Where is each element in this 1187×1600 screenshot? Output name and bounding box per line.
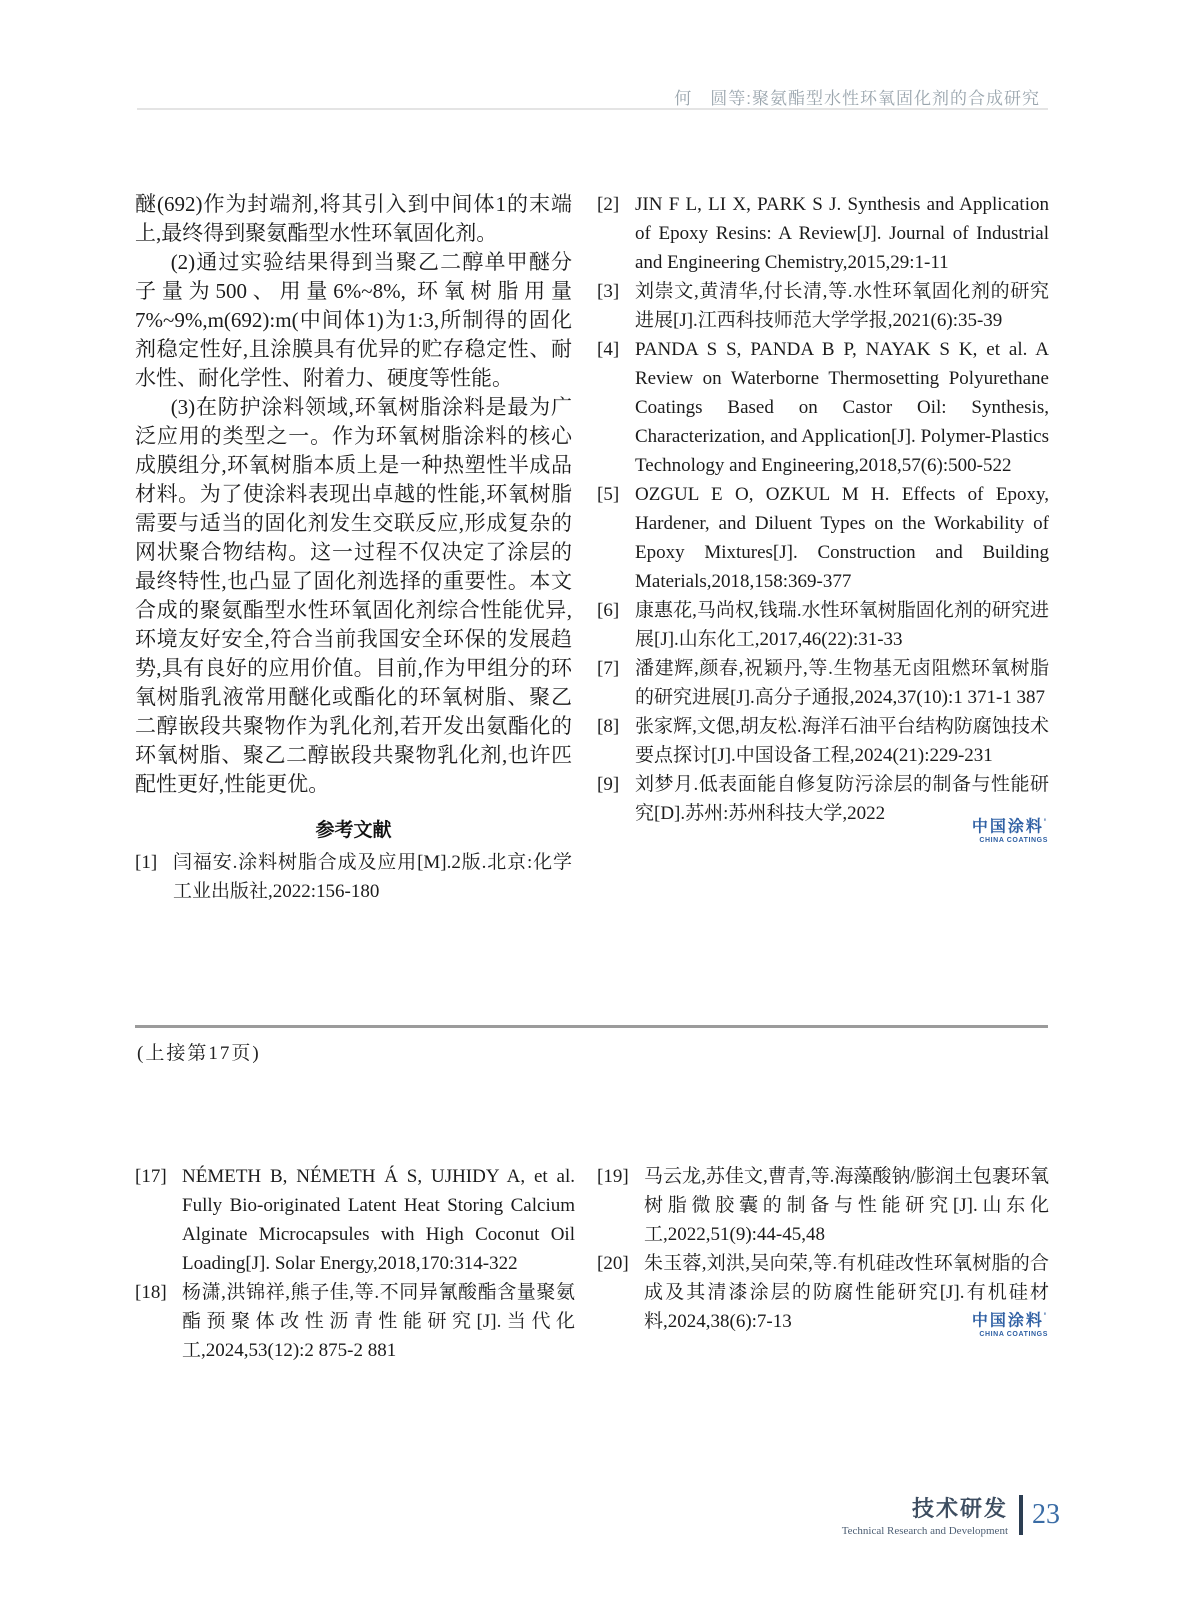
reference-item [597, 190, 1049, 277]
reference-item [135, 1278, 575, 1365]
bottom-right-column [597, 1162, 1049, 1336]
header-rule [137, 108, 1048, 110]
reference-number: [18] [135, 1282, 167, 1303]
china-coatings-logo-cn: 中国涂料 ' [972, 818, 1048, 836]
reference-text: PANDA S S, PANDA B P, NAYAK S K, et al. A Review on Waterborne Thermosetting Polyurethane Coatings Based on Castor Oil: Synthesis, Characterization, and Application[J]. Polymer-Plastics Technology and Engineering,2018,57(6):500-522 [635, 339, 1049, 476]
reference-text: 张家辉,文偲,胡友松.海洋石油平台结构防腐蚀技术要点探讨[J].中国设备工程,2024(21):229-231 [635, 716, 1049, 766]
body-paragraph: 醚(692)作为封端剂,将其引入到中间体1的末端上,最终得到聚氨酯型水性环氧固化剂。 [135, 192, 572, 245]
section-divider [135, 1025, 1048, 1028]
reference-item [597, 654, 1049, 712]
china-coatings-logo-en: CHINA COATINGS [979, 836, 1048, 844]
reference-text: 潘建辉,颜春,祝颖丹,等.生物基无卤阻燃环氧树脂的研究进展[J].高分子通报,2024,37(10):1 371-1 387 [635, 658, 1049, 708]
reference-number: [7] [597, 658, 620, 679]
reference-text: 朱玉蓉,刘洪,吴向荣,等.有机硅改性环氧树脂的合成及其清漆涂层的防腐性能研究[J].有机硅材料,2024,38(6):7-13 [644, 1253, 1049, 1332]
reference-item [597, 1162, 1049, 1249]
china-coatings-logo-cn: 中国涂料 ' [972, 1312, 1048, 1330]
reference-item [597, 335, 1049, 480]
footer-section-cn: 技术研发 [911, 1496, 1008, 1521]
top-left-column [135, 190, 572, 906]
reference-number: [4] [597, 339, 620, 360]
reference-text: 马云龙,苏佳文,曹青,等.海藻酸钠/膨润土包裹环氧树脂微胶囊的制备与性能研究[J].山东化工,2022,51(9):44-45,48 [644, 1166, 1049, 1245]
reference-item [135, 1162, 575, 1278]
running-title: 何 圆等:聚氨酯型水性环氧固化剂的合成研究 [674, 89, 1040, 108]
reference-number: [8] [597, 716, 620, 737]
footer-section [842, 1492, 1008, 1537]
reference-text: JIN F L, LI X, PARK S J. Synthesis and Application of Epoxy Resins: A Review[J]. Journal of Industrial and Engineering Chemistry,2015,29:1-11 [635, 194, 1049, 273]
reference-number: [2] [597, 194, 620, 215]
reference-number: [1] [135, 852, 158, 873]
page-footer [842, 1492, 1060, 1537]
china-coatings-logo-en: CHINA COATINGS [979, 1330, 1048, 1338]
body-paragraph: (2)通过实验结果得到当聚乙二醇单甲醚分子量为500、用量6%~8%, 环氧树脂用量7%~9%,m(692):m(中间体1)为1:3,所制得的固化剂稳定性好,且涂膜具有优异的贮存稳定性、耐水性、耐化学性、附着力、硬度等性能。 [135, 250, 572, 390]
reference-text: NÉMETH B, NÉMETH Á S, UJHIDY A, et al. Fully Bio-originated Latent Heat Storing Calcium Alginate Microcapsules with High Coconut Oil Loading[J]. Solar Energy,2018,170:314-322 [182, 1166, 575, 1274]
page-number: 23 [1032, 1498, 1060, 1530]
reference-text: OZGUL E O, OZKUL M H. Effects of Epoxy, Hardener, and Diluent Types on the Workability of Epoxy Mixtures[J]. Construction and Building Materials,2018,158:369-377 [635, 484, 1049, 592]
footer-section-en: Technical Research and Development [841, 1525, 1008, 1537]
reference-number: [17] [135, 1166, 167, 1187]
continuation-note: (上接第17页) [137, 1043, 261, 1064]
reference-number: [5] [597, 484, 620, 505]
reference-item [597, 277, 1049, 335]
references-heading: 参考文献 [315, 820, 392, 841]
footer-divider-bar [1019, 1495, 1023, 1535]
reference-number: [6] [597, 600, 620, 621]
top-right-column [597, 190, 1049, 828]
bottom-left-column [135, 1162, 575, 1365]
china-coatings-logo [972, 1312, 1048, 1339]
reference-text: 刘崇文,黄清华,付长清,等.水性环氧固化剂的研究进展[J].江西科技师范大学学报,2021(6):35-39 [635, 281, 1049, 331]
reference-number: [9] [597, 774, 620, 795]
reference-item [597, 712, 1049, 770]
reference-text: 闫福安.涂料树脂合成及应用[M].2版.北京:化学工业出版社,2022:156-180 [173, 852, 572, 902]
china-coatings-logo [972, 818, 1048, 845]
reference-item [597, 596, 1049, 654]
reference-text: 刘梦月.低表面能自修复防污涂层的制备与性能研究[D].苏州:苏州科技大学,2022 [635, 774, 1049, 824]
reference-item [135, 848, 572, 906]
reference-text: 杨潇,洪锦祥,熊子佳,等.不同异氰酸酯含量聚氨酯预聚体改性沥青性能研究[J].当代化工,2024,53(12):2 875-2 881 [182, 1282, 575, 1361]
reference-number: [19] [597, 1166, 629, 1187]
body-paragraph: (3)在防护涂料领域,环氧树脂涂料是最为广泛应用的类型之一。作为环氧树脂涂料的核心成膜组分,环氧树脂本质上是一种热塑性半成品材料。为了使涂料表现出卓越的性能,环氧树脂需要与适当的固化剂发生交联反应,形成复杂的网状聚合物结构。这一过程不仅决定了涂层的最终特性,也凸显了固化剂选择的重要性。本文合成的聚氨酯型水性环氧固化剂综合性能优异,环境友好安全,符合当前我国安全环保的发展趋势,具有良好的应用价值。目前,作为甲组分的环氧树脂乳液常用醚化或酯化的环氧树脂、聚乙二醇嵌段共聚物作为乳化剂,若开发出氨酯化的环氧树脂、聚乙二醇嵌段共聚物乳化剂,也许匹配性更好,性能更优。 [135, 395, 572, 796]
reference-number: [20] [597, 1253, 629, 1274]
reference-item [597, 480, 1049, 596]
reference-text: 康惠花,马尚权,钱瑞.水性环氧树脂固化剂的研究进展[J].山东化工,2017,46(22):31-33 [635, 600, 1049, 650]
reference-number: [3] [597, 281, 620, 302]
